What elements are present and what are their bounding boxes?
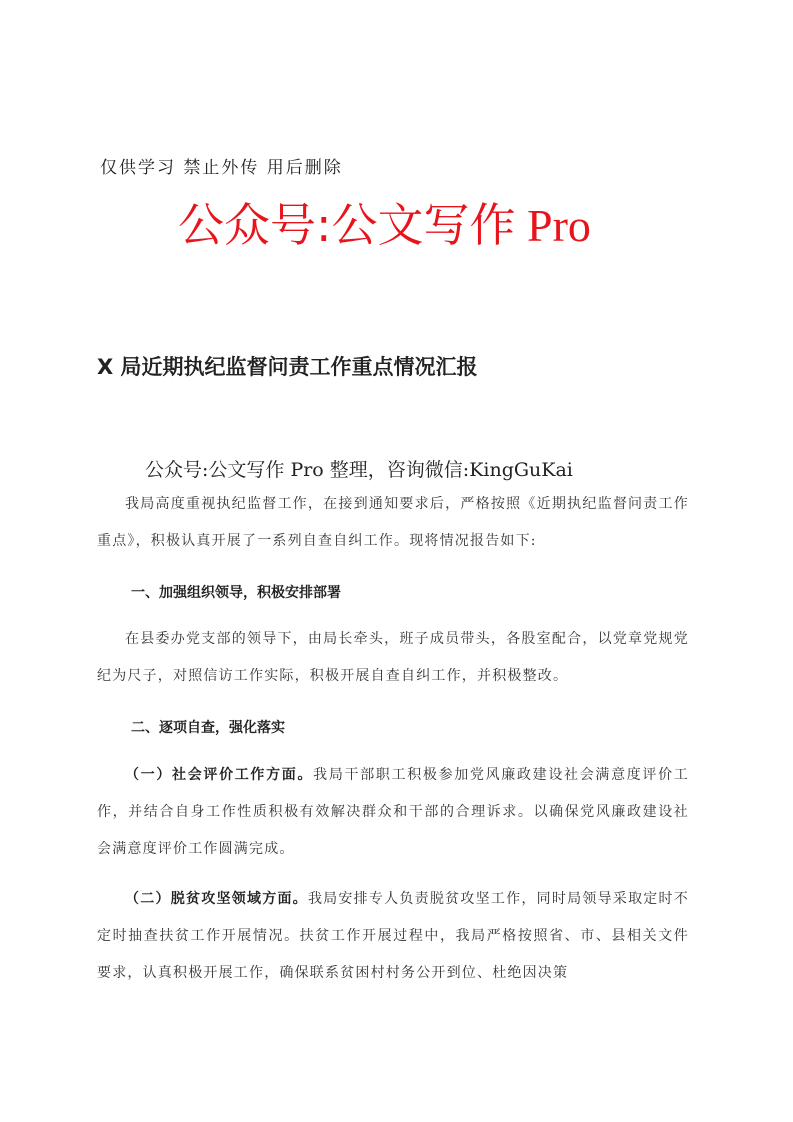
subsection-paragraph-1 [97,757,689,868]
usage-notice: 仅供学习 禁止外传 用后删除 [100,158,343,178]
subsection-lead: （二）脱贫攻坚领域方面。 [125,891,308,907]
document-title: X 局近期执纪监督问责工作重点情况汇报 [97,355,478,379]
watermark-text: 公众号:公文写作 [178,198,516,252]
section1-paragraph: 在县委办党支部的领导下，由局长牵头，班子成员带头，各股室配合，以党章党规党纪为尺子，对照信访工作实际，积极开展自查自纠工作，并积极整改。 [97,631,689,684]
watermark-banner [178,198,591,253]
subsection-body: 我局干部职工积极参加党风廉政建设社会满意度评价工作，并结合自身工作性质积极有效解决群众和干部的合理诉求。以确保党风廉政建设社会满意度评价工作圆满完成。 [97,767,689,857]
source-line: 公众号:公文写作 Pro 整理，咨询微信:KingGuKai [145,459,573,481]
section-heading-1: 一、加强组织领导，积极安排部署 [131,585,341,601]
subsection-body: 我局安排专人负责脱贫攻坚工作，同时局领导采取定时不定时抽查扶贫工作开展情况。扶贫工作开展过程中，我局严格按照省、市、县相关文件要求，认真积极开展工作，确保联系贫困村村务公开到位、杜绝因决策 [97,891,689,981]
subsection-lead: （一）社会评价工作方面。 [125,767,314,783]
subsection-paragraph-2 [97,881,689,992]
watermark-pro: Pro [515,200,591,251]
section-heading-2: 二、逐项自查，强化落实 [131,720,285,736]
intro-paragraph: 我局高度重视执纪监督工作，在接到通知要求后，严格按照《近期执纪监督问责工作重点》，积极认真开展了一系列自查自纠工作。现将情况报告如下: [97,496,689,549]
